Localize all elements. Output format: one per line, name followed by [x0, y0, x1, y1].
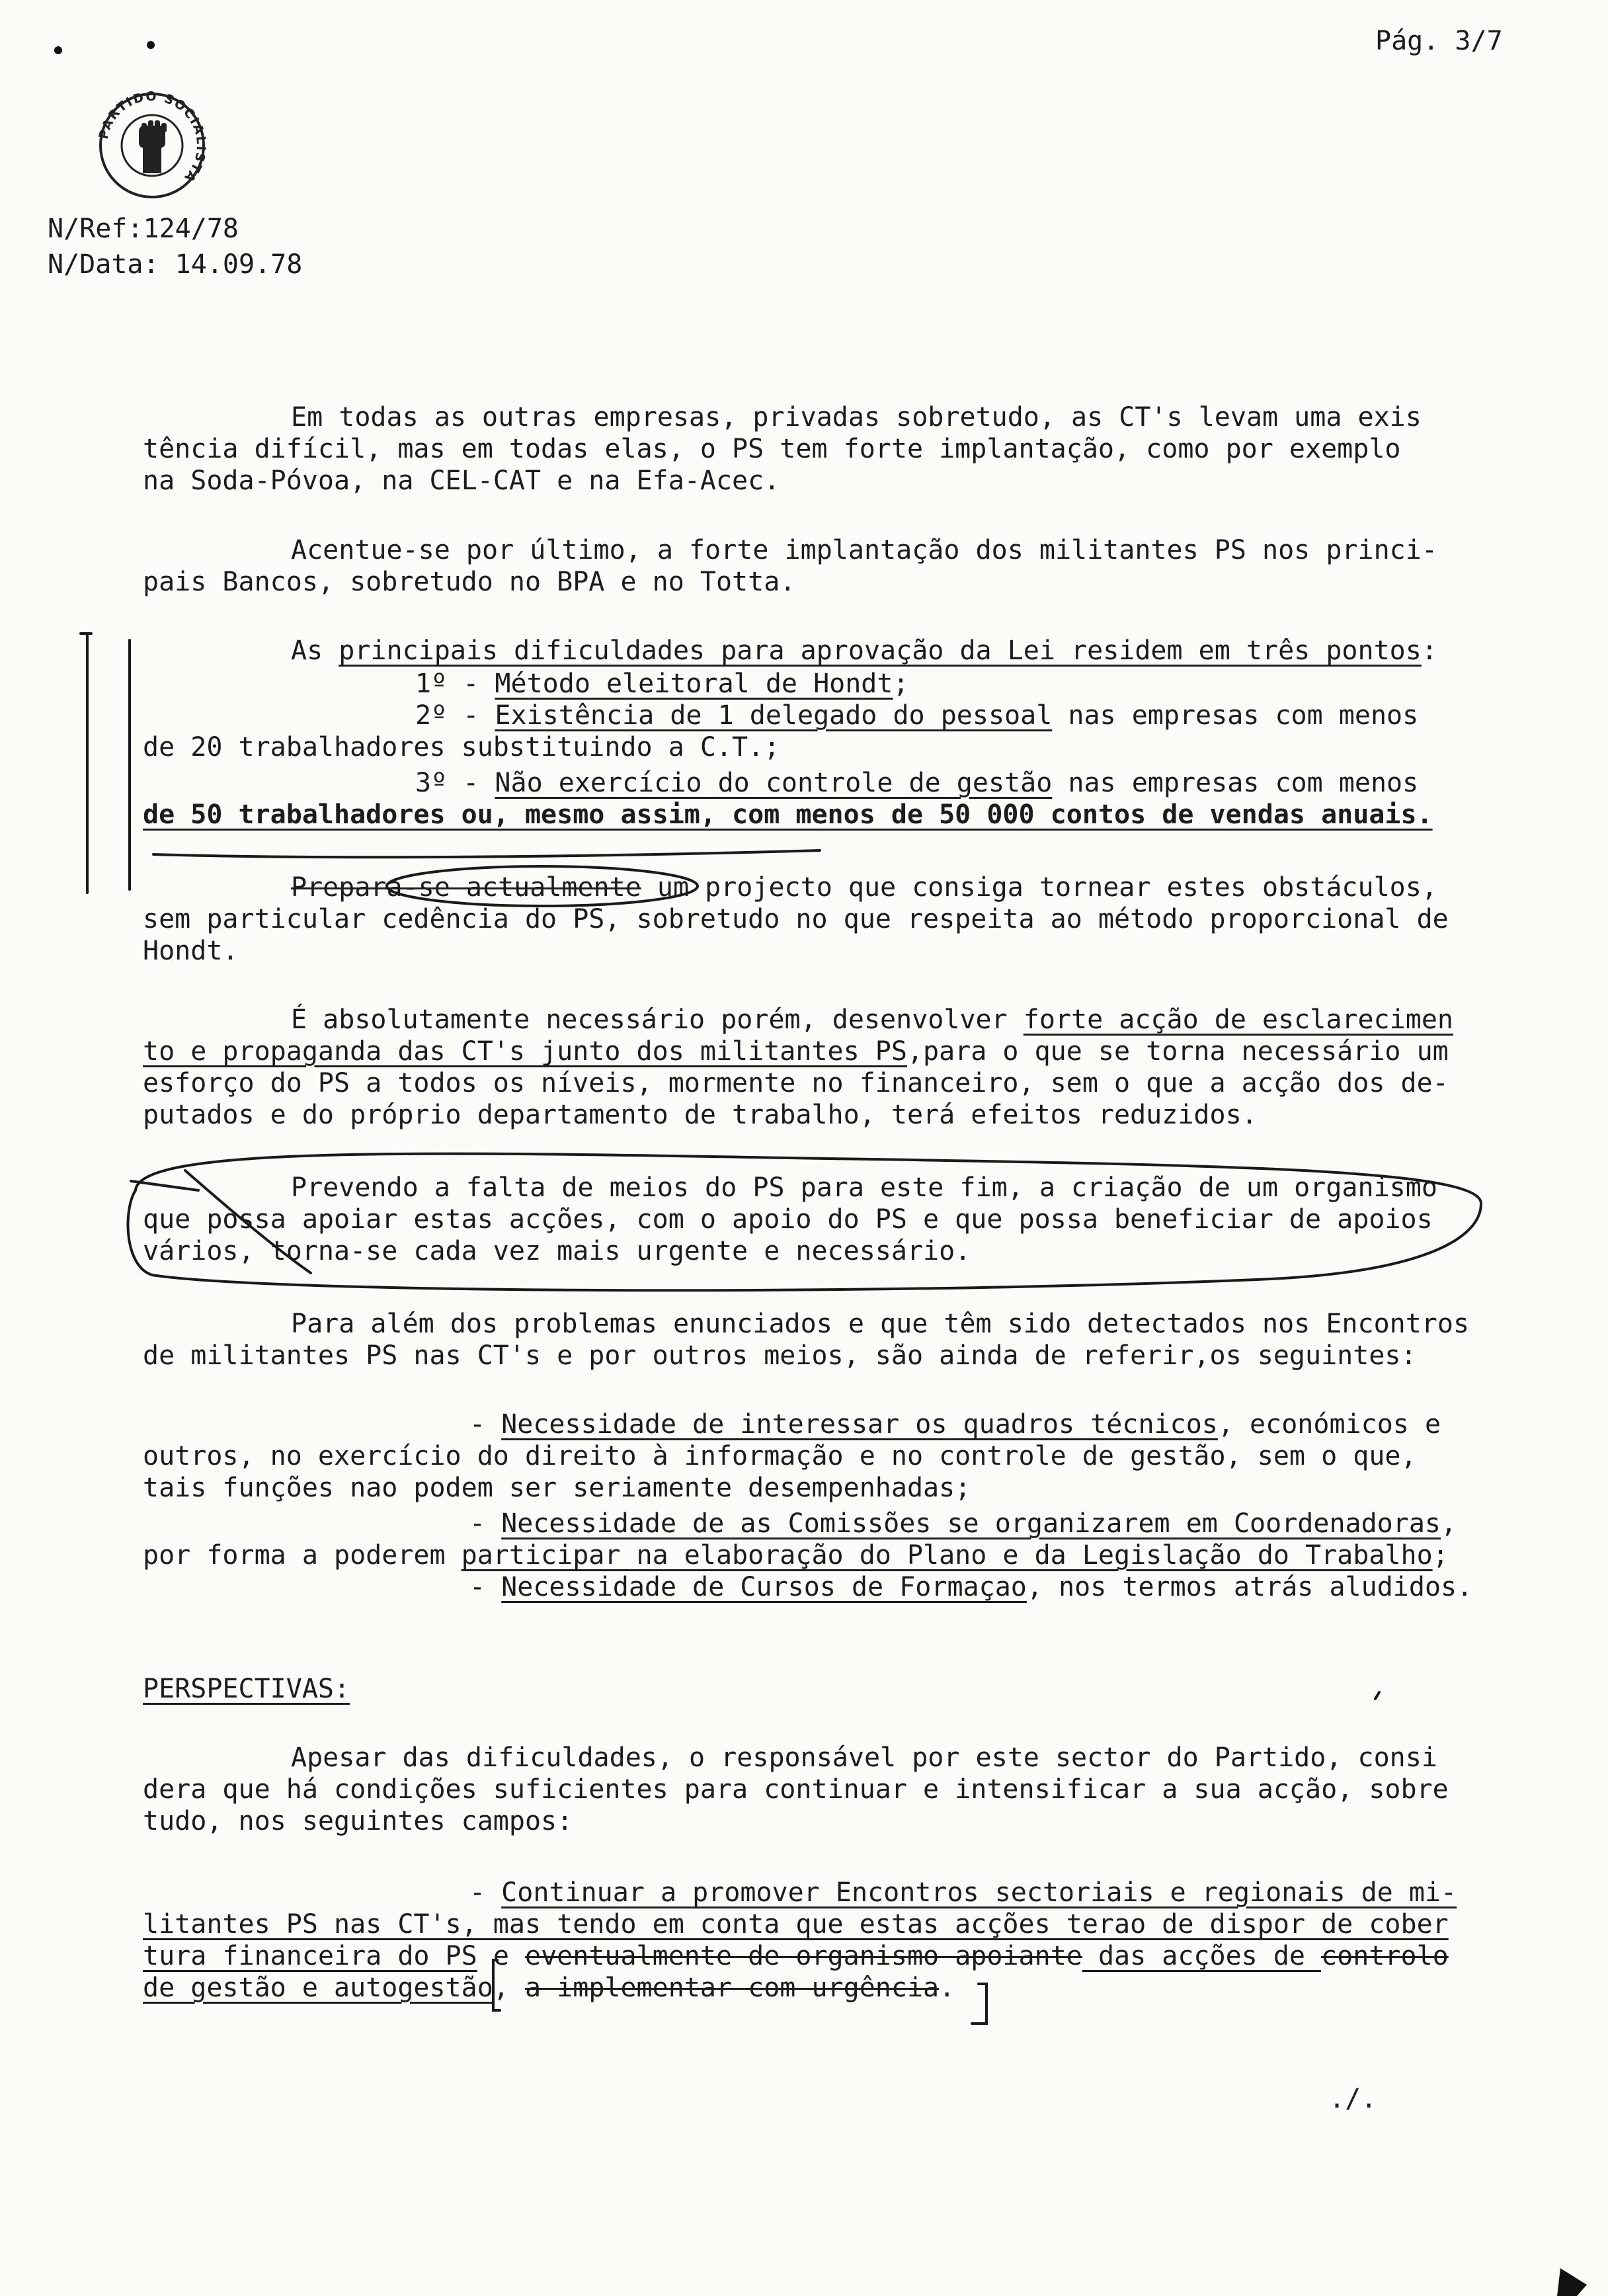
body-line: tudo, nos seguintes campos:: [143, 1806, 573, 1836]
body-line: Prepara-se actualmente um projecto que consiga tornear estes obstáculos,: [291, 872, 1437, 903]
body-line: vários, torna-se cada vez mais urgente e necessário.: [143, 1236, 971, 1266]
margin-tick: [1375, 1692, 1379, 1699]
body-line: litantes PS nas CT's, mas tendo em conta que estas acções terao de dispor de cober: [143, 1909, 1449, 1940]
underlined-phrase: to e propaganda das CT's junto dos militantes PS: [143, 1036, 907, 1067]
underlined-phrase: Não exercício do controle de gestão: [495, 768, 1053, 798]
seal-lettering: PARTIDO SOCIALISTA: [96, 89, 209, 186]
body-line: As principais dificuldades para aprovação da Lei residem em três pontos:: [291, 636, 1437, 666]
bracket-mark: [972, 1984, 986, 2024]
struck-phrase: Prepara-se actualmente: [291, 872, 641, 903]
margin-bracket-left: [81, 634, 91, 893]
party-seal: [66, 79, 238, 212]
body-line: tais funções nao podem ser seriamente desempenhadas;: [143, 1473, 971, 1503]
body-line: Em todas as outras empresas, privadas sobretudo, as CT's levam uma exis: [291, 402, 1422, 432]
body-line: de 20 trabalhadores substituindo a C.T.;: [143, 732, 780, 762]
underlined-phrase: Necessidade de interessar os quadros técnicos: [501, 1409, 1218, 1440]
body-line: tência difícil, mas em todas elas, o PS tem forte implantação, como por exemplo: [143, 434, 1401, 464]
body-line: de 50 trabalhadores ou, mesmo assim, com menos de 50 000 contos de vendas anuais.: [143, 800, 1433, 830]
reference-number: N/Ref:124/78: [48, 214, 239, 244]
raised-fist-icon: [139, 120, 167, 173]
body-line: por forma a poderem participar na elaboração do Plano e da Legislação do Trabalho;: [143, 1540, 1449, 1571]
bullet-point: - Necessidade de as Comissões se organizarem em Coordenadoras,: [469, 1508, 1457, 1539]
punch-dot-right: [147, 41, 155, 49]
body-line: pais Bancos, sobretudo no BPA e no Totta.: [143, 567, 796, 597]
body-line: Apesar das dificuldades, o responsável por este sector do Partido, consi: [291, 1742, 1437, 1773]
struck-phrase: controlo: [1321, 1941, 1449, 1971]
body-line: Para além dos problemas enunciados e que têm sido detectados nos Encontros: [291, 1309, 1470, 1339]
body-line: Hondt.: [143, 936, 239, 966]
body-line: de gestão e autogestão, a implementar com urgência.: [143, 1973, 955, 2003]
continuation-mark: ./.: [1329, 2084, 1377, 2114]
arrow-underline: [153, 850, 820, 857]
section-heading: PERSPECTIVAS:: [143, 1674, 350, 1704]
punch-dot-left: [54, 46, 62, 54]
body-line: to e propaganda das CT's junto dos militantes PS,para o que se torna necessário um: [143, 1036, 1449, 1067]
underlined-phrase: Método eleitoral de Hondt: [495, 669, 893, 699]
body-line: de militantes PS nas CT's e por outros meios, são ainda de referir,os seguintes:: [143, 1340, 1417, 1371]
underlined-phrase: participar na elaboração do Plano e da Legislação do Trabalho: [461, 1540, 1433, 1571]
bullet-point: - Necessidade de Cursos de Formaçao, nos termos atrás aludidos.: [469, 1572, 1473, 1602]
numbered-point: 2º - Existência de 1 delegado do pessoal nas empresas com menos: [415, 700, 1419, 731]
underlined-phrase: Existência de 1 delegado do pessoal: [495, 700, 1053, 731]
underlined-phrase: de gestão e autogestão: [143, 1973, 493, 2003]
bullet-point: - Necessidade de interessar os quadros técnicos, económicos e: [469, 1409, 1441, 1440]
body-line: que possa apoiar estas acções, com o apoio do PS e que possa beneficiar de apoios: [143, 1204, 1433, 1235]
underlined-phrase: forte acção de esclarecimen: [1023, 1004, 1453, 1035]
underlined-phrase: principais dificuldades para aprovação da Lei residem em três pontos: [339, 636, 1422, 666]
corner-mark: [1557, 2268, 1587, 2296]
bullet-point: - Continuar a promover Encontros sectoriais e regionais de mi-: [469, 1877, 1457, 1908]
underlined-phrase: tura financeira do PS: [143, 1941, 477, 1971]
body-line: esforço do PS a todos os níveis, mormente no financeiro, sem o que a acção dos de-: [143, 1068, 1449, 1098]
body-line: sem particular cedência do PS, sobretudo no que respeita ao método proporcional de: [143, 904, 1449, 934]
underlined-phrase: Continuar a promover Encontros sectoriais e regionais de mi-: [501, 1877, 1457, 1908]
body-line: na Soda-Póvoa, na CEL-CAT e na Efa-Acec.: [143, 466, 780, 496]
underlined-phrase: litantes PS nas CT's: [143, 1909, 462, 1940]
numbered-point: 3º - Não exercício do controle de gestão nas empresas com menos: [415, 768, 1419, 798]
body-line: tura financeira do PS e eventualmente de organismo apoiante das acções de controlo: [143, 1941, 1449, 1971]
body-line: É absolutamente necessário porém, desenvolver forte acção de esclarecimen: [291, 1004, 1453, 1035]
underlined-phrase: Necessidade de as Comissões se organizarem em Coordenadoras: [501, 1508, 1441, 1539]
body-line: outros, no exercício do direito à informação e no controle de gestão, sem o que,: [143, 1441, 1417, 1471]
body-line: Prevendo a falta de meios do PS para este fim, a criação de um organismo: [291, 1172, 1437, 1203]
body-line: dera que há condições suficientes para continuar e intensificar a sua acção, sobre: [143, 1774, 1449, 1805]
underlined-phrase: Necessidade de Cursos de Formaçao: [501, 1572, 1027, 1602]
reference-date: N/Data: 14.09.78: [48, 249, 303, 280]
body-line: Acentue-se por último, a forte implantação dos militantes PS nos princi-: [291, 535, 1437, 565]
body-line: putados e do próprio departamento de trabalho, terá efeitos reduzidos.: [143, 1100, 1258, 1130]
page-number: Pág. 3/7: [1375, 26, 1503, 56]
struck-phrase: a implementar com urgência: [524, 1973, 940, 2003]
struck-phrase: eventualmente de organismo apoiante: [524, 1941, 1082, 1971]
numbered-point: 1º - Método eleitoral de Hondt;: [415, 669, 909, 699]
